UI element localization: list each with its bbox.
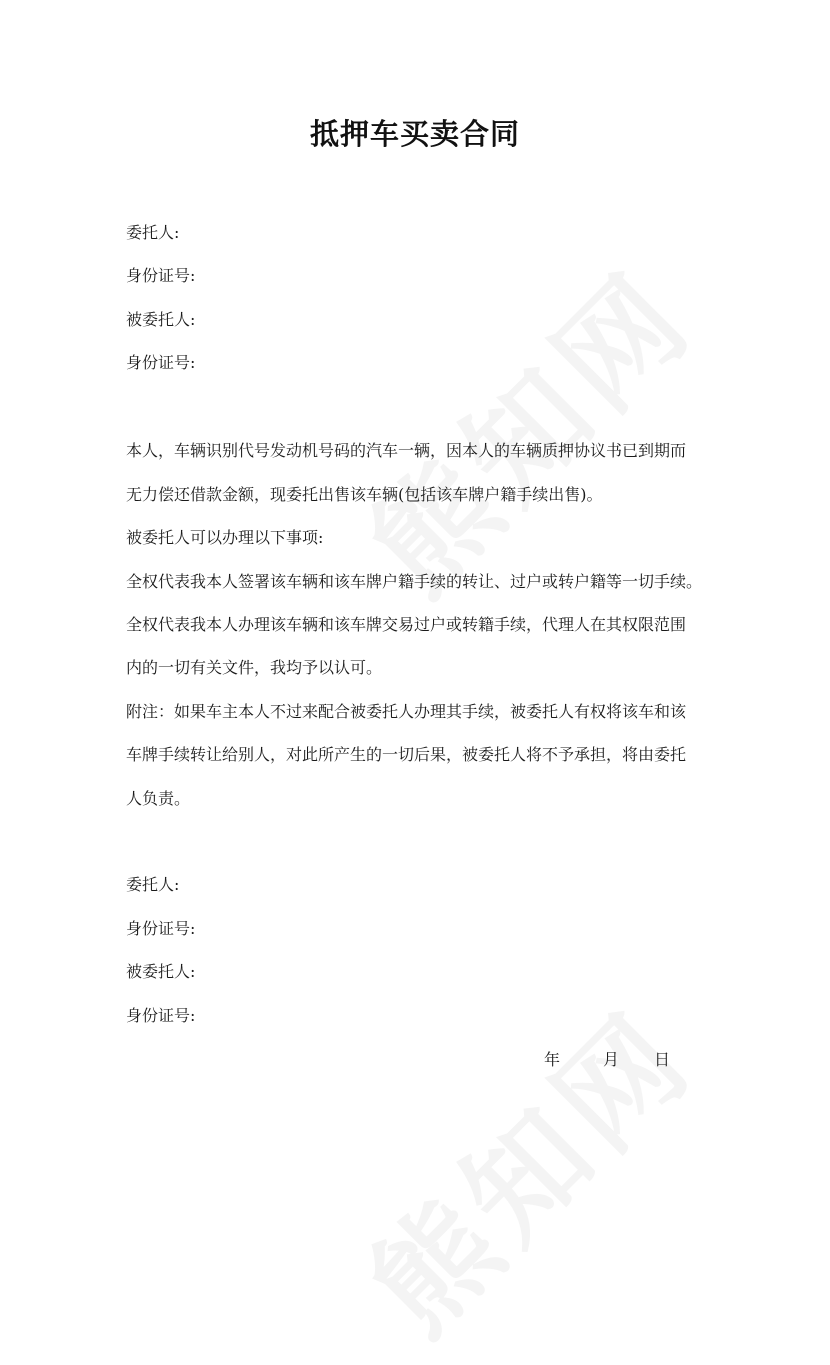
header-field-agent-id: 身份证号: xyxy=(126,353,196,372)
body-line: 内的一切有关文件，我均予以认可。 xyxy=(126,658,383,677)
watermark-bottom xyxy=(326,967,723,1364)
header-field-principal: 委托人: xyxy=(126,223,180,242)
date-year: 年 xyxy=(544,1050,561,1069)
footer-field-principal-id: 身份证号: xyxy=(126,919,196,938)
watermark-top xyxy=(326,227,723,624)
body-line: 本人，车辆识别代号发动机号码的汽车一辆，因本人的车辆质押协议书已到期而 xyxy=(126,441,687,460)
body-line: 车牌手续转让给别人，对此所产生的一切后果，被委托人将不予承担，将由委托 xyxy=(126,745,687,764)
body-line: 全权代表我本人签署该车辆和该车牌户籍手续的转让、过户或转户籍等一切手续。 xyxy=(126,572,703,591)
body-line: 无力偿还借款金额，现委托出售该车辆(包括该车牌户籍手续出售)。 xyxy=(126,485,603,504)
body-line: 被委托人可以办理以下事项: xyxy=(126,528,324,547)
header-field-agent: 被委托人: xyxy=(126,310,196,329)
body-line: 附注：如果车主本人不过来配合被委托人办理其手续，被委托人有权将该车和该 xyxy=(126,702,687,721)
footer-field-principal: 委托人: xyxy=(126,875,180,894)
body-line: 全权代表我本人办理该车辆和该车牌交易过户或转籍手续，代理人在其权限范围 xyxy=(126,615,687,634)
date-month: 月 xyxy=(603,1050,620,1069)
date-day: 日 xyxy=(654,1050,671,1069)
footer-field-agent: 被委托人: xyxy=(126,962,196,981)
document-title: 抵押车买卖合同 xyxy=(309,117,520,151)
header-field-principal-id: 身份证号: xyxy=(126,266,196,285)
footer-field-agent-id: 身份证号: xyxy=(126,1006,196,1025)
body-line: 人负责。 xyxy=(126,789,191,808)
